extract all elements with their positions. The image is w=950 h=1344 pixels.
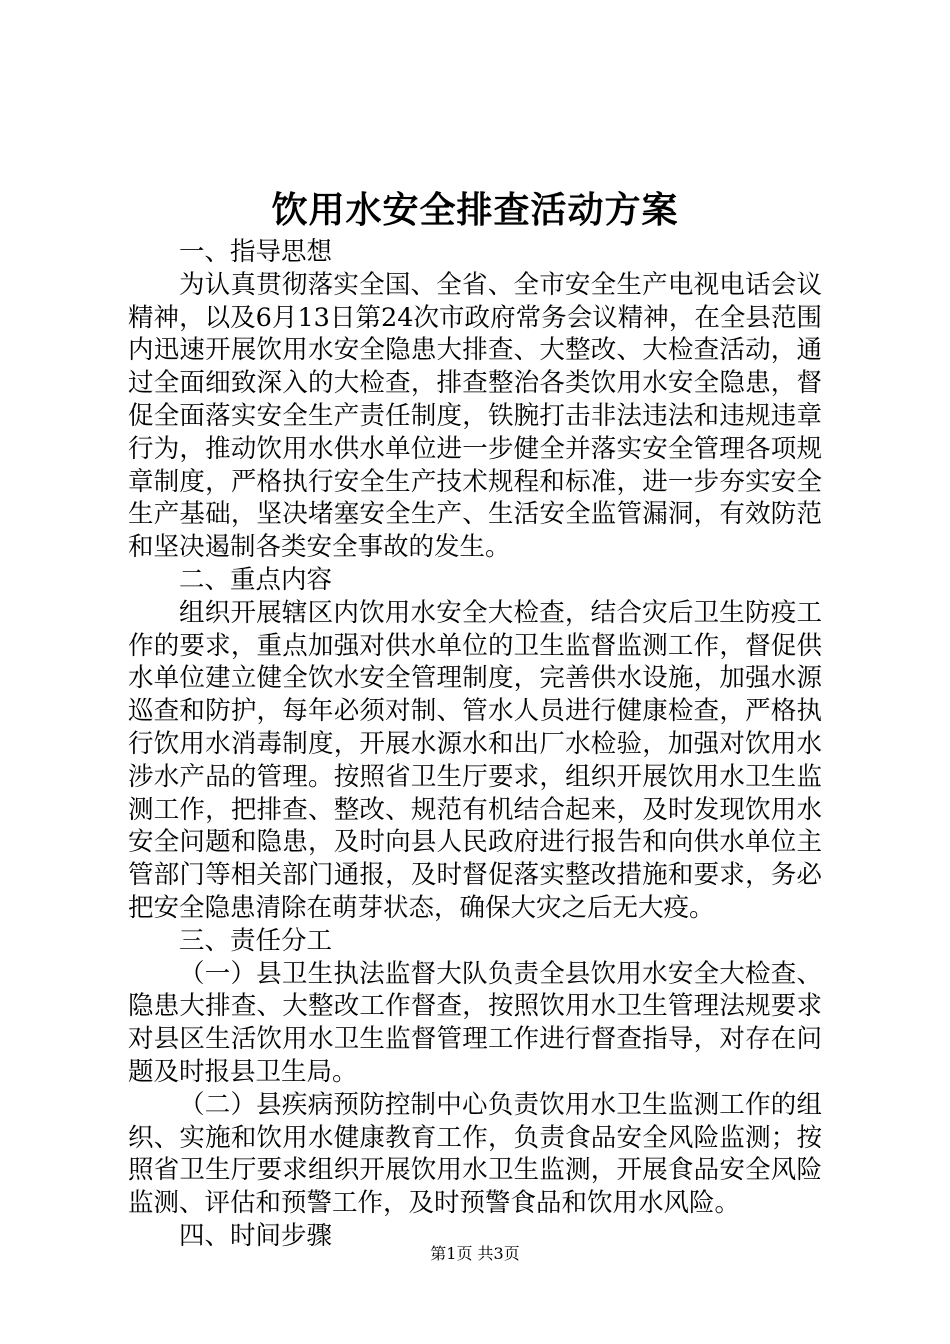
- document-title: 饮用水安全排查活动方案: [271, 189, 679, 231]
- heading-timeline: 四、时间步骤: [179, 1220, 333, 1251]
- heading-responsibilities: 三、责任分工: [179, 925, 333, 956]
- paragraph-responsibility-2: （二）县疾病预防控制中心负责饮用水卫生监测工作的组织、实施和饮用水健康教育工作，负责食品安全风险监测；按照省卫生厅要求组织开展饮用水卫生监测，开展食品安全风险监测、评估和预警工作，及时预警食品和饮用水风险。: [128, 1089, 822, 1219]
- heading-key-content: 二、重点内容: [179, 564, 333, 595]
- paragraph-responsibility-1: （一）县卫生执法监督大队负责全县饮用水安全大检查、隐患大排查、大整改工作督查，按照饮用水卫生管理法规要求对县区生活饮用水卫生监督管理工作进行督查指导，对存在问题及时报县卫生局。: [128, 958, 822, 1087]
- heading-guiding-ideology: 一、指导思想: [179, 237, 333, 267]
- page-footer: 第1页 共3页: [430, 1244, 520, 1263]
- document-body: [128, 236, 822, 1253]
- paragraph-guiding-ideology: 为认真贯彻落实全国、全省、全市安全生产电视电话会议精神，以及6月13日第24次市政府常务会议精神，在全县范围内迅速开展饮用水安全隐患大排查、大整改、大检查活动，通过全面细致深入的大检查，排查整治各类饮用水安全隐患，督促全面落实安全生产责任制度，铁腕打击非法违法和违规违章行为，推动饮用水供水单位进一步健全并落实安全管理各项规章制度，严格执行安全生产技术规程和标准，进一步夯实安全生产基础，坚决堵塞安全生产、生活安全监管漏洞，有效防范和坚决遏制各类安全事故的发生。: [128, 269, 822, 563]
- paragraph-key-content: 组织开展辖区内饮用水安全大检查，结合灾后卫生防疫工作的要求，重点加强对供水单位的卫生监督监测工作，督促供水单位建立健全饮水安全管理制度，完善供水设施，加强水源巡查和防护，每年必须对制、管水人员进行健康检查，严格执行饮用水消毒制度，开展水源水和出厂水检验，加强对饮用水涉水产品的管理。按照省卫生厅要求，组织开展饮用水卫生监测工作，把排查、整改、规范有机结合起来，及时发现饮用水安全问题和隐患，及时向县人民政府进行报告和向供水单位主管部门等相关部门通报，及时督促落实整改措施和要求，务必把安全隐患清除在萌芽状态，确保大灾之后无大疫。: [128, 597, 822, 923]
